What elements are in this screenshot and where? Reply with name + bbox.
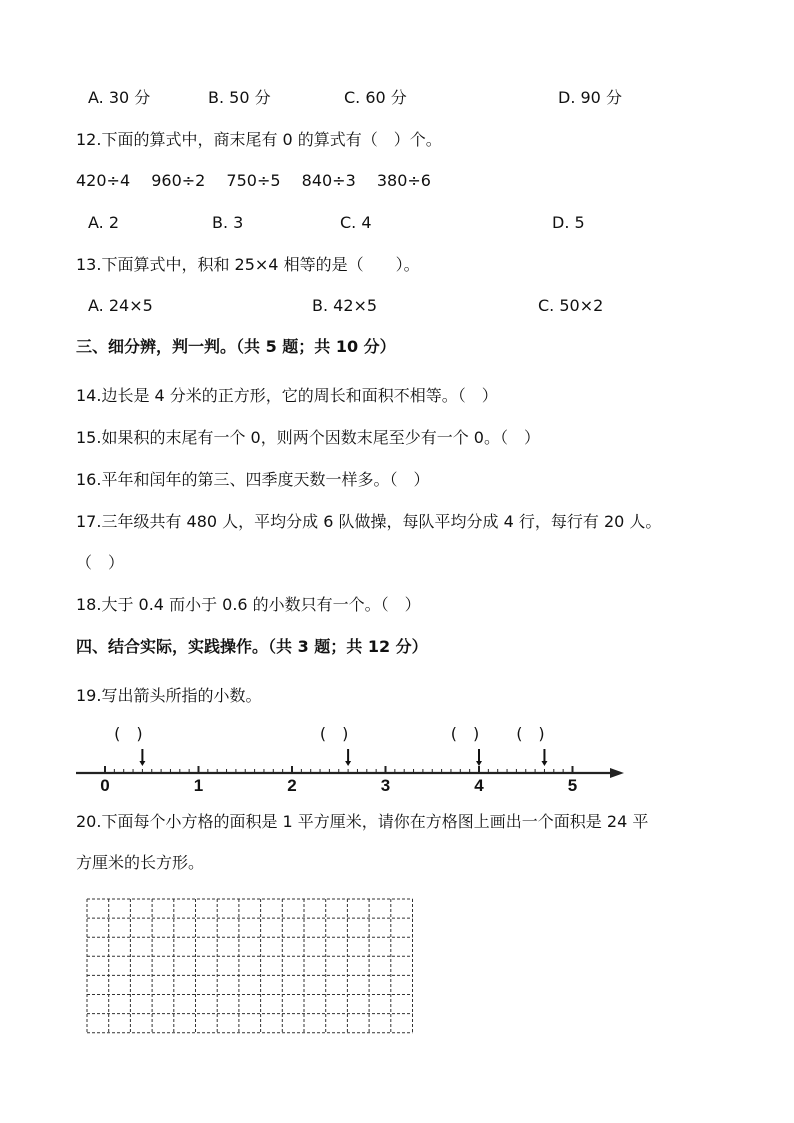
q13-option-c: C. 50×2 [538, 296, 604, 315]
number-line-pointer-head [345, 761, 351, 766]
q12-expressions: 420÷4 960÷2 750÷5 840÷3 380÷6 [76, 171, 431, 190]
square-grid[interactable] [86, 898, 414, 1040]
number-line-pointer-head [139, 761, 145, 766]
q12-stem: 12.下面的算式中，商末尾有 0 的算式有（ ）个。 [76, 130, 442, 149]
q19: 19.写出箭头所指的小数。 [76, 686, 262, 705]
q12-option-b: B. 3 [212, 213, 244, 232]
q14: 14.边长是 4 分米的正方形，它的周长和面积不相等。（ ） [76, 386, 498, 405]
q13-stem: 13.下面算式中，积和 25×4 相等的是（ ）。 [76, 255, 420, 274]
number-line-svg [72, 715, 632, 795]
number-line-blank: ( ) [516, 724, 545, 743]
number-line-blank: ( ) [450, 724, 480, 743]
q13-option-b: B. 42×5 [312, 296, 378, 315]
number-line-label: 4 [474, 776, 484, 795]
q13-option-a: A. 24×5 [88, 296, 153, 315]
q12-option-d: D. 5 [552, 213, 585, 232]
q11-option-d: D. 90 分 [558, 88, 622, 107]
q11-option-c: C. 60 分 [344, 88, 407, 107]
section4-heading: 四、结合实际，实践操作。（共 3 题；共 12 分） [76, 637, 428, 656]
section3-heading: 三、细分辨，判一判。（共 5 题；共 10 分） [76, 337, 396, 356]
number-line-arrowhead [610, 768, 624, 778]
number-line-blank: ( ) [114, 724, 143, 743]
q12-option-a: A. 2 [88, 213, 120, 232]
number-line-label: 1 [193, 776, 204, 795]
q17-blank: （ ） [76, 553, 125, 572]
q12-option-c: C. 4 [340, 213, 372, 232]
number-line-label: 3 [380, 776, 391, 795]
q18: 18.大于 0.4 而小于 0.6 的小数只有一个。（ ） [76, 595, 421, 614]
number-line-pointer-head [476, 761, 482, 766]
q20-line1: 20.下面每个小方格的面积是 1 平方厘米，请你在方格图上画出一个面积是 24 平 [76, 812, 649, 831]
q11-option-b: B. 50 分 [208, 88, 271, 107]
number-line-label: 5 [567, 776, 578, 795]
number-line-blank: ( ) [319, 724, 349, 743]
square-grid-svg[interactable] [86, 898, 414, 1036]
number-line-label: 2 [287, 776, 297, 795]
number-line-pointer-head [541, 761, 547, 766]
q20-line2: 方厘米的长方形。 [76, 853, 205, 872]
number-line-label: 0 [100, 776, 110, 795]
q11-option-a: A. 30 分 [88, 88, 151, 107]
q16: 16.平年和闰年的第三、四季度天数一样多。（ ） [76, 470, 430, 489]
q17: 17.三年级共有 480 人，平均分成 6 队做操，每队平均分成 4 行，每行有 20 人。 [76, 512, 662, 531]
q15: 15.如果积的末尾有一个 0，则两个因数末尾至少有一个 0。（ ） [76, 428, 540, 447]
number-line [72, 715, 632, 799]
